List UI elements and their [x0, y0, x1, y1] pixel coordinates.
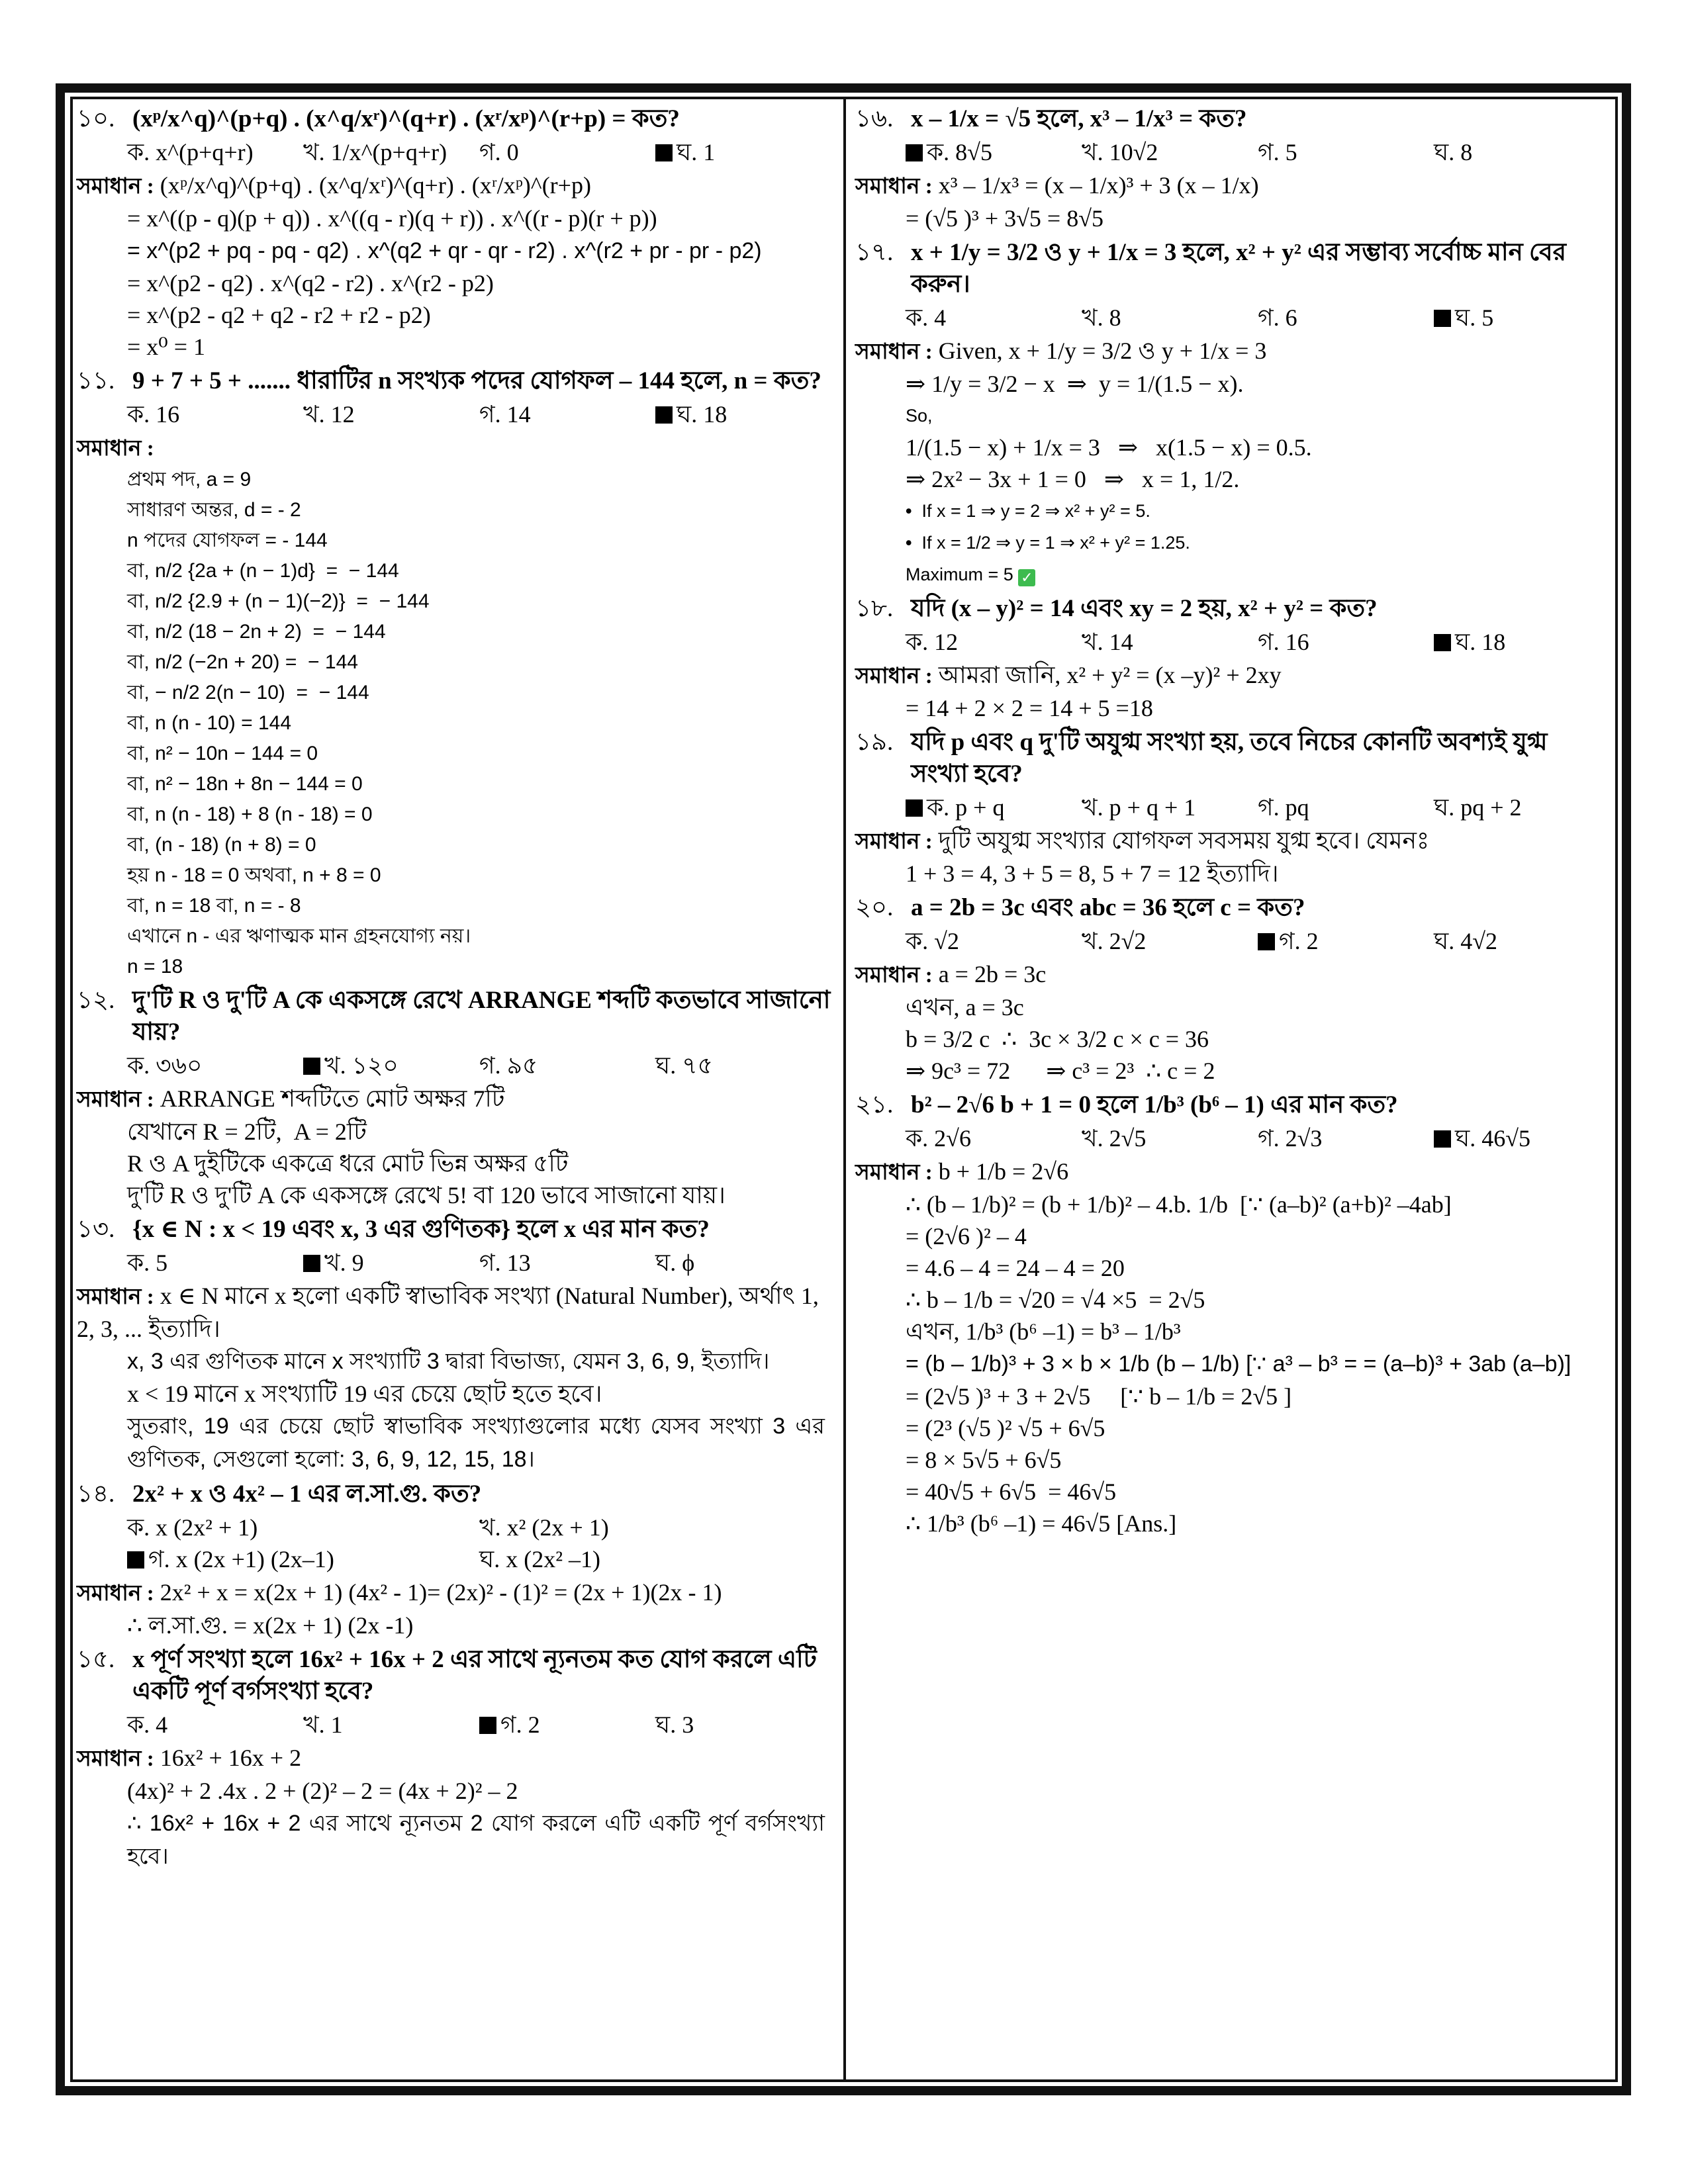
option-item: খ. 12: [303, 401, 355, 428]
question-number: ১০.: [77, 105, 115, 132]
option-item: ক. x (2x² + 1): [127, 1514, 258, 1541]
check-icon: ✓: [1018, 569, 1035, 586]
option-item: ক. 5: [127, 1250, 168, 1276]
solution-line: এখন, 1/b³ (b⁶ –1) = b³ – 1/b³: [906, 1318, 1181, 1345]
solution-line: বা, n² − 18n + 8n − 144 = 0: [127, 773, 363, 795]
question-body: যদি (x – y)² = 14 এবং xy = 2 হয়, x² + y² = কত?: [911, 595, 1378, 622]
solution-line: So,: [906, 406, 933, 426]
solution-label: সমাধান :: [77, 437, 154, 461]
question-text: [855, 103, 1610, 135]
solution-line: ∴ 1/b³ (b⁶ –1) = 46√5 [Ans.]: [906, 1510, 1177, 1537]
option-item: [1434, 1122, 1610, 1154]
options-row: [855, 925, 1610, 957]
option-item: খ. 2√5: [1082, 1125, 1147, 1152]
solution-line: = (2√5 )³ + 3 + 2√5 [∵ b – 1/b = 2√5 ]: [906, 1383, 1292, 1410]
option-item: খ. 14: [1082, 629, 1133, 655]
question-block: [855, 103, 1610, 234]
answer-marker-icon: [303, 1058, 320, 1075]
solution-line: = (b – 1/b)³ + 3 × b × 1/b (b – 1/b) [∵ a³ – b³ = = (a–b)³ + 3ab (a–b)]: [906, 1351, 1571, 1377]
solution-label: সমাধান :: [855, 964, 933, 987]
solution-line: বা, n/2 (−2n + 20) = − 144: [127, 651, 358, 673]
solution-first-line: ARRANGE শব্দটিতে মোট অক্ষর 7টি: [160, 1085, 505, 1112]
solution-line: = 4.6 – 4 = 24 – 4 = 20: [906, 1255, 1125, 1281]
solution-line: ⇒ 2x² − 3x + 1 = 0 ⇒ x = 1, 1/2.: [906, 466, 1240, 492]
option-item: খ. 10√2: [1082, 139, 1158, 165]
question-text: [77, 365, 831, 397]
solution-label: সমাধান :: [77, 1285, 154, 1309]
solution-label: সমাধান :: [855, 340, 933, 364]
option-text: ঘ. 18: [1455, 629, 1506, 655]
option-item: [655, 398, 831, 430]
question-text: [77, 985, 831, 1048]
option-item: ঘ. x (2x² –1): [479, 1546, 601, 1572]
question-block: [77, 103, 831, 363]
solution-line: x, 3 এর গুণিতক মানে x সংখ্যাটি 3 দ্বারা বিভাজ্য, যেমন 3, 6, 9, ইত্যাদি।: [127, 1349, 770, 1374]
solution-line: n = 18: [127, 956, 183, 978]
option-item: গ. 2√3: [1258, 1125, 1323, 1152]
option-item: খ. 1/x^(p+q+r): [303, 139, 447, 165]
question-block: [855, 237, 1610, 590]
column-divider: [843, 99, 846, 2079]
question-body: (xᵖ/x^q)^(p+q) . (x^q/xʳ)^(q+r) . (xʳ/xᵖ)^(r+p) = কত?: [132, 105, 680, 132]
option-item: গ. pq: [1258, 794, 1309, 821]
option-item: ক. 16: [127, 401, 180, 428]
solution-first-line: b + 1/b = 2√6: [938, 1158, 1069, 1185]
option-text: ঘ. 18: [677, 401, 727, 428]
solution-first-line: x³ – 1/x³ = (x – 1/x)³ + 3 (x – 1/x): [938, 172, 1259, 199]
max-text: Maximum = 5: [906, 565, 1013, 584]
answer-marker-icon: [303, 1255, 320, 1272]
solution-heading: [77, 1742, 831, 1775]
option-item: ক. 12: [906, 629, 959, 655]
question-number: ১১.: [77, 367, 115, 394]
option-item: [655, 136, 831, 168]
option-item: [1258, 925, 1434, 957]
solution-label: সমাধান :: [855, 830, 933, 854]
solution-line: বা, n = 18 বা, n = - 8: [127, 895, 301, 917]
solution-line: b = 3/2 c ∴ 3c × 3/2 c × c = 36: [906, 1026, 1209, 1052]
question-body: দু'টি R ও দু'টি A কে একসঙ্গে রেখে ARRANGE শব্দটি কতভাবে সাজানো যায়?: [132, 987, 831, 1046]
option-item: [1434, 626, 1610, 658]
solution-line: বা, n (n - 10) = 144: [127, 712, 292, 734]
solution-heading: [77, 1576, 831, 1610]
answer-marker-icon: [906, 144, 923, 161]
option-text: গ. 2: [1279, 928, 1319, 954]
solution-line: = x^(p2 + pq - pq - q2) . x^(q2 + qr - qr - r2) . x^(r2 + pr - pr - p2): [127, 238, 762, 263]
question-block: [77, 1214, 831, 1476]
solution-line: ⇒ 1/y = 3/2 − x ⇒ y = 1/(1.5 − x).: [906, 371, 1244, 397]
option-item: ক. 4: [906, 304, 947, 331]
solution-line: বা, n² − 10n − 144 = 0: [127, 743, 318, 764]
solution-first-line: আমরা জানি, x² + y² = (x –y)² + 2xy: [938, 662, 1282, 688]
option-item: [906, 136, 1082, 168]
solution-first-line: a = 2b = 3c: [938, 961, 1047, 987]
solution-line: বা, (n - 18) (n + 8) = 0: [127, 834, 316, 856]
solution-label: সমাধান :: [855, 1161, 933, 1185]
question-number: ২১.: [855, 1091, 894, 1118]
options-row: [77, 1050, 831, 1081]
option-text: ঘ. 1: [677, 139, 716, 165]
solution-line: এখানে n - এর ঋণাত্মক মান গ্রহনযোগ্য নয়।: [127, 925, 471, 947]
option-item: ক. 2√6: [906, 1125, 971, 1152]
question-body: যদি p এবং q দু'টি অযুগ্ম সংখ্যা হয়, তবে নিচের কোনটি অবশ্যই যুগ্ম সংখ্যা হবে?: [911, 729, 1548, 788]
solution-line: = (2√6 )² – 4: [906, 1223, 1027, 1250]
question-body: x – 1/x = √5 হলে, x³ – 1/x³ = কত?: [911, 105, 1247, 132]
solution-line: এখন, a = 3c: [906, 994, 1024, 1021]
solution-first-line: x ∈ N মানে x হলো একটি স্বাভাবিক সংখ্যা (Natural Number), অর্থাৎ 1, 2, 3, ... ইত্যাদি।: [77, 1283, 819, 1342]
solution-line: [855, 559, 1610, 590]
solution-label: সমাধান :: [77, 1088, 154, 1112]
solution-first-line: Given, x + 1/y = 3/2 ও y + 1/x = 3: [938, 338, 1267, 364]
question-body: a = 2b = 3c এবং abc = 36 হলে c = কত?: [911, 894, 1305, 921]
solution-line: = x^((p - q)(p + q)) . x^((q - r)(q + r)) . x^((r - p)(r + p)): [127, 205, 657, 232]
question-text: [855, 237, 1610, 300]
left-column: [77, 101, 831, 1873]
options-row: [77, 398, 831, 430]
solution-heading: [77, 169, 831, 203]
option-item: গ. 16: [1258, 629, 1309, 655]
question-number: ২০.: [855, 894, 894, 921]
option-text: গ. 2: [500, 1711, 540, 1738]
option-item: [906, 792, 1082, 823]
question-text: [855, 892, 1610, 924]
question-block: [77, 1479, 831, 1641]
answer-marker-icon: [1434, 634, 1451, 651]
solution-line: • If x = 1 ⇒ y = 2 ⇒ x² + y² = 5.: [855, 495, 1610, 527]
question-text: [77, 1644, 831, 1707]
question-block: [855, 892, 1610, 1087]
option-item: ক. ৩৬০: [127, 1052, 203, 1079]
solution-heading: [855, 958, 1610, 991]
answer-marker-icon: [1434, 1130, 1451, 1148]
answer-marker-icon: [1258, 933, 1275, 950]
option-item: খ. 2√2: [1082, 928, 1147, 954]
option-item: [479, 1709, 655, 1741]
solution-label: সমাধান :: [855, 664, 933, 688]
solution-line: n পদের যোগফল = - 144: [127, 529, 328, 551]
solution-label: সমাধান :: [855, 175, 933, 199]
option-item: [1434, 302, 1610, 334]
solution-line: x < 19 মানে x সংখ্যাটি 19 এর চেয়ে ছোট হতে হবে।: [127, 1381, 602, 1407]
question-text: [855, 1089, 1610, 1121]
option-item: [303, 1247, 479, 1279]
question-body: 9 + 7 + 5 + ....... ধারাটির n সংখ্যক পদের যোগফল – 144 হলে, n = কত?: [132, 367, 821, 394]
option-item: খ. 1: [303, 1711, 343, 1738]
solution-line: ⇒ 9c³ = 72 ⇒ c³ = 2³ ∴ c = 2: [906, 1058, 1215, 1084]
question-text: [855, 727, 1610, 790]
option-item: খ. p + q + 1: [1082, 794, 1196, 821]
solution-line: ∴ (b – 1/b)² = (b + 1/b)² – 4.b. 1/b [∵ (a–b)² (a+b)² –4ab]: [906, 1191, 1452, 1218]
question-text: [77, 103, 831, 135]
question-block: [855, 593, 1610, 724]
solution-heading: [855, 335, 1610, 368]
solution-line: • If x = 1/2 ⇒ y = 1 ⇒ x² + y² = 1.25.: [855, 527, 1610, 559]
solution-line: সুতরাং, 19 এর চেয়ে ছোট স্বাভাবিক সংখ্যাগুলোর মধ্যে যেসব সংখ্যা 3 এর গুণিতক, সেগুলো হলো: 3, 6, 9, 12, 15, 18।: [127, 1414, 825, 1472]
solution-line: R ও A দুইটিকে একত্রে ধরে মোট ভিন্ন অক্ষর ৫টি: [127, 1150, 569, 1177]
option-item: খ. 8: [1082, 304, 1121, 331]
option-item: গ. 0: [479, 139, 519, 165]
option-item: গ. 6: [1258, 304, 1297, 331]
option-item: ঘ. ϕ: [655, 1250, 695, 1276]
solution-line: বা, n/2 {2.9 + (n − 1)(−2)} = − 144: [127, 590, 430, 612]
solution-first-line: 2x² + x = x(2x + 1) (4x² - 1)= (2x)² - (1)² = (2x + 1)(2x - 1): [160, 1579, 722, 1606]
solution-line: বা, − n/2 2(n − 10) = − 144: [127, 682, 369, 704]
solution-label: সমাধান :: [77, 1582, 154, 1606]
solution-line: = x⁰ = 1: [127, 334, 206, 360]
option-item: গ. ৯৫: [479, 1052, 538, 1079]
question-number: ১৪.: [77, 1480, 115, 1508]
answer-marker-icon: [479, 1717, 496, 1734]
solution-line: = (√5 )³ + 3√5 = 8√5: [906, 205, 1103, 232]
options-row: [855, 626, 1610, 658]
option-item: ঘ. pq + 2: [1434, 794, 1522, 821]
option-item: [303, 1050, 479, 1081]
option-item: খ. x² (2x + 1): [479, 1514, 609, 1541]
solution-line: = (2³ (√5 )² √5 + 6√5: [906, 1415, 1105, 1441]
question-number: ১৭.: [855, 239, 894, 266]
question-text: [77, 1479, 831, 1510]
solution-line: ∴ b – 1/b = √20 = √4 ×5 = 2√5: [906, 1287, 1205, 1313]
options-row: [855, 302, 1610, 334]
option-item: ক. 4: [127, 1711, 168, 1738]
option-item: গ. 5: [1258, 139, 1297, 165]
question-number: ১৬.: [855, 105, 894, 132]
answer-marker-icon: [127, 1551, 144, 1569]
solution-heading: [855, 659, 1610, 692]
solution-line: = x^(p2 - q2 + q2 - r2 + r2 - p2): [127, 302, 431, 328]
option-text: খ. 9: [324, 1250, 364, 1276]
solution-heading: [77, 1280, 831, 1345]
option-item: ক. √2: [906, 928, 959, 954]
solution-first-line: দুটি অযুগ্ম সংখ্যার যোগফল সবসময় যুগ্ম হবে। যেমনঃ: [938, 827, 1430, 854]
solution-heading: [855, 169, 1610, 203]
solution-line: ∴ ল.সা.গু. = x(2x + 1) (2x -1): [127, 1612, 414, 1639]
option-item: ঘ. 3: [655, 1711, 694, 1738]
solution-line: বা, n/2 (18 − 2n + 2) = − 144: [127, 621, 386, 643]
solution-line: দু'টি R ও দু'টি A কে একসঙ্গে রেখে 5! বা 120 ভাবে সাজানো যায়।: [127, 1182, 726, 1208]
question-number: ১৮.: [855, 595, 894, 622]
solution-heading: [77, 1083, 831, 1116]
option-text: গ. x (2x +1) (2x–1): [148, 1546, 334, 1572]
solution-heading: [855, 1156, 1610, 1189]
answer-marker-icon: [655, 144, 673, 161]
options-row: [855, 792, 1610, 823]
option-text: খ. ১২০: [324, 1052, 399, 1079]
option-item: [127, 1543, 479, 1575]
answer-marker-icon: [906, 799, 923, 817]
solution-label: সমাধান :: [77, 175, 154, 199]
option-item: ক. x^(p+q+r): [127, 139, 254, 165]
solution-label: সমাধান :: [77, 1747, 154, 1771]
question-body: x পূর্ণ সংখ্যা হলে 16x² + 16x + 2 এর সাথে ন্যূনতম কত যোগ করলে এটি একটি পূর্ণ বর্গসংখ্যা হবে?: [132, 1646, 817, 1705]
question-block: [77, 985, 831, 1211]
option-item: ঘ. 8: [1434, 139, 1473, 165]
question-block: [855, 1089, 1610, 1539]
solution-line: 1 + 3 = 4, 3 + 5 = 8, 5 + 7 = 12 ইত্যাদি।: [906, 860, 1279, 887]
option-item: ঘ. ৭৫: [655, 1052, 714, 1079]
solution-line: (4x)² + 2 .4x . 2 + (2)² – 2 = (4x + 2)² – 2: [127, 1778, 518, 1804]
question-text: [77, 1214, 831, 1246]
options-row: [77, 1709, 831, 1741]
question-block: [855, 727, 1610, 889]
solution-line: প্রথম পদ, a = 9: [127, 469, 252, 490]
options-row: [855, 1122, 1610, 1154]
question-body: 2x² + x ও 4x² – 1 এর ল.সা.গু. কত?: [132, 1480, 482, 1508]
question-number: ১২.: [77, 987, 115, 1014]
options-row: [77, 1512, 831, 1575]
solution-line: = 8 × 5√5 + 6√5: [906, 1447, 1062, 1473]
options-row: [77, 1247, 831, 1279]
question-body: x + 1/y = 3/2 ও y + 1/x = 3 হলে, x² + y² এর সম্ভাব্য সর্বোচ্চ মান বের করুন।: [911, 239, 1566, 298]
solution-line: যেখানে R = 2টি, A = 2টি: [127, 1118, 367, 1145]
option-item: ঘ. 4√2: [1434, 928, 1497, 954]
solution-line: বা, n (n - 18) + 8 (n - 18) = 0: [127, 803, 373, 825]
question-block: [77, 1644, 831, 1873]
solution-line: হয় n - 18 = 0 অথবা, n + 8 = 0: [127, 864, 381, 886]
solution-line: = 40√5 + 6√5 = 46√5: [906, 1479, 1117, 1505]
solution-first-line: 16x² + 16x + 2: [160, 1745, 302, 1771]
option-text: ক. p + q: [927, 794, 1005, 821]
question-number: ১৩.: [77, 1216, 115, 1243]
question-block: [77, 365, 831, 982]
option-item: গ. 14: [479, 401, 531, 428]
solution-line: সাধারণ অন্তর, d = - 2: [127, 499, 301, 521]
question-number: ১৫.: [77, 1646, 115, 1673]
solution-line: 1/(1.5 − x) + 1/x = 3 ⇒ x(1.5 − x) = 0.5.: [906, 434, 1312, 461]
option-text: ঘ. 5: [1455, 304, 1494, 331]
option-item: গ. 13: [479, 1250, 531, 1276]
question-body: b² – 2√6 b + 1 = 0 হলে 1/b³ (b⁶ – 1) এর মান কত?: [911, 1091, 1398, 1118]
solution-line: বা, n/2 {2a + (n − 1)d} = − 144: [127, 560, 399, 582]
option-text: ঘ. 46√5: [1455, 1125, 1530, 1152]
solution-line: = 14 + 2 × 2 = 14 + 5 =18: [906, 695, 1153, 721]
options-row: [77, 136, 831, 168]
solution-line: ∴ 16x² + 16x + 2 এর সাথে ন্যূনতম 2 যোগ করলে এটি একটি পূর্ণ বর্গসংখ্যা হবে।: [127, 1811, 825, 1869]
solution-heading: [77, 432, 831, 465]
solution-first-line: (xᵖ/x^q)^(p+q) . (x^q/xʳ)^(q+r) . (xʳ/xᵖ)^(r+p): [160, 172, 591, 199]
right-column: [855, 101, 1610, 1539]
option-text: ক. 8√5: [927, 139, 992, 165]
solution-line: = x^(p2 - q2) . x^(q2 - r2) . x^(r2 - p2): [127, 270, 494, 296]
solution-heading: [855, 825, 1610, 858]
answer-marker-icon: [655, 406, 673, 424]
question-body: {x ∈ N : x < 19 এবং x, 3 এর গুণিতক} হলে x এর মান কত?: [132, 1216, 710, 1243]
options-row: [855, 136, 1610, 168]
question-text: [855, 593, 1610, 625]
answer-marker-icon: [1434, 310, 1451, 327]
question-number: ১৯.: [855, 729, 894, 756]
